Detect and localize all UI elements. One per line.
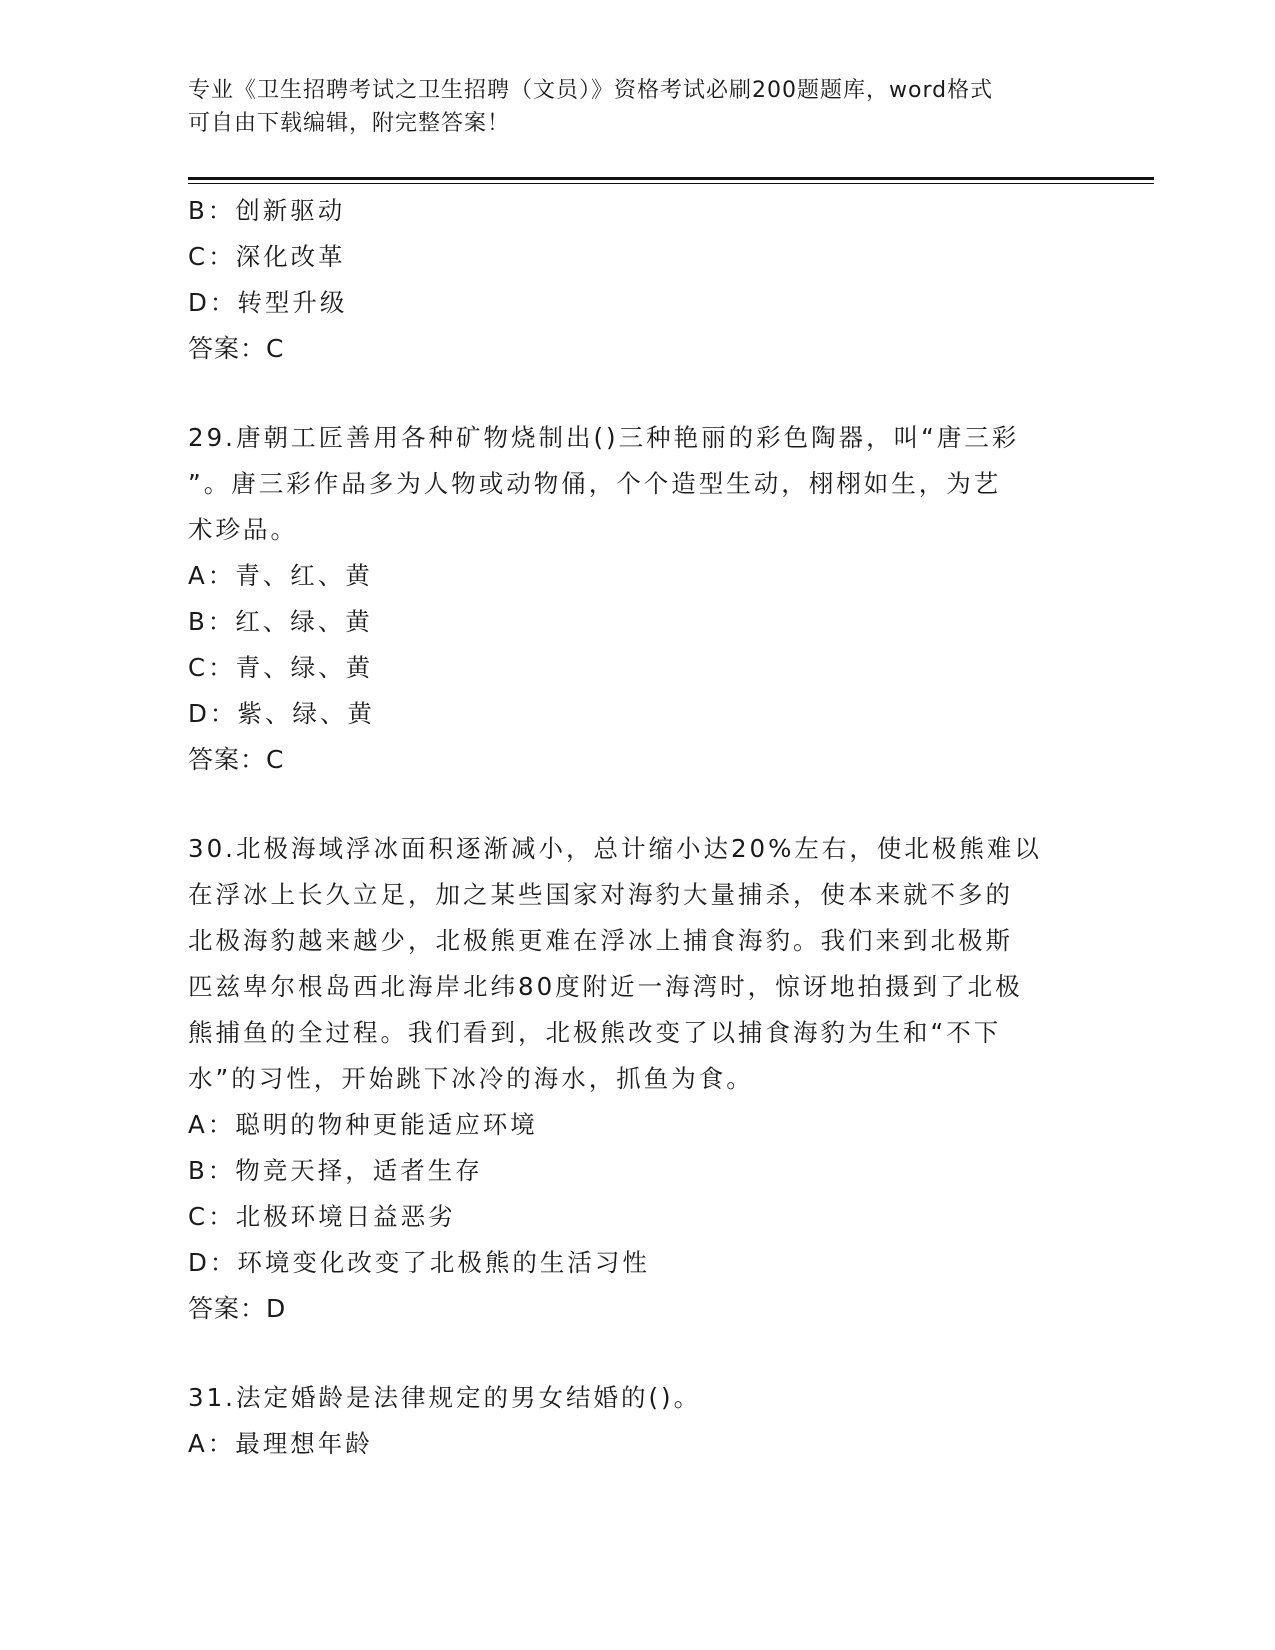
option-d: D：转型升级: [188, 288, 348, 317]
question-stem-line: 31.法定婚龄是法律规定的男女结婚的()。: [188, 1383, 702, 1412]
question-30: [188, 826, 1068, 1332]
question-stem-line: 29.唐朝工匠善用各种矿物烧制出()三种艳丽的彩色陶器，叫“唐三彩: [188, 423, 1020, 452]
header-line-1: 专业《卫生招聘考试之卫生招聘（文员）》资格考试必刷200题题库，word格式: [188, 78, 994, 103]
header-rule-thick: [188, 177, 1154, 180]
option-a: A：最理想年龄: [188, 1429, 373, 1458]
option-b: B：创新驱动: [188, 196, 346, 225]
option-c: C：青、绿、黄: [188, 653, 374, 682]
header-line-2: 可自由下载编辑，附完整答案！: [188, 111, 511, 136]
option-d: D：环境变化改变了北极熊的生活习性: [188, 1248, 650, 1277]
question-29: [188, 415, 1068, 783]
question-stem-line: ”。唐三彩作品多为人物或动物俑，个个造型生动，栩栩如生，为艺: [188, 469, 1002, 498]
question-list: [188, 188, 1068, 1467]
question-stem-line: 北极海豹越来越少，北极熊更难在浮冰上捕食海豹。我们来到北极斯: [188, 926, 1013, 955]
answer-label: 答案：C: [188, 745, 285, 774]
question-stem-line: 匹兹卑尔根岛西北海岸北纬80度附近一海湾时，惊讶地拍摄到了北极: [188, 972, 1023, 1001]
question-stem-line: 水”的习性，开始跳下冰冷的海水，抓鱼为食。: [188, 1064, 754, 1093]
answer-label: 答案：D: [188, 1294, 287, 1323]
answer-label: 答案：C: [188, 334, 285, 363]
question-stem-line: 熊捕鱼的全过程。我们看到，北极熊改变了以捕食海豹为生和“不下: [188, 1018, 1002, 1047]
question-stem-line: 30.北极海域浮冰面积逐渐减小，总计缩小达20%左右，使北极熊难以: [188, 834, 1042, 863]
option-a: A：聪明的物种更能适应环境: [188, 1110, 538, 1139]
option-b: B：红、绿、黄: [188, 607, 373, 636]
option-c: C：深化改革: [188, 242, 346, 271]
option-b: B：物竞天择，适者生存: [188, 1156, 483, 1185]
question-stem-line: 在浮冰上长久立足，加之某些国家对海豹大量捕杀，使本来就不多的: [188, 880, 1013, 909]
option-a: A：青、红、黄: [188, 561, 373, 590]
option-c: C：北极环境日益恶劣: [188, 1202, 456, 1231]
question-stem-line: 术珍品。: [188, 515, 298, 544]
header-rule-thin: [188, 183, 1154, 184]
document-header: [188, 74, 1088, 140]
question-31: [188, 1375, 1068, 1467]
question-28: [188, 188, 1068, 372]
option-d: D：紫、绿、黄: [188, 699, 375, 728]
